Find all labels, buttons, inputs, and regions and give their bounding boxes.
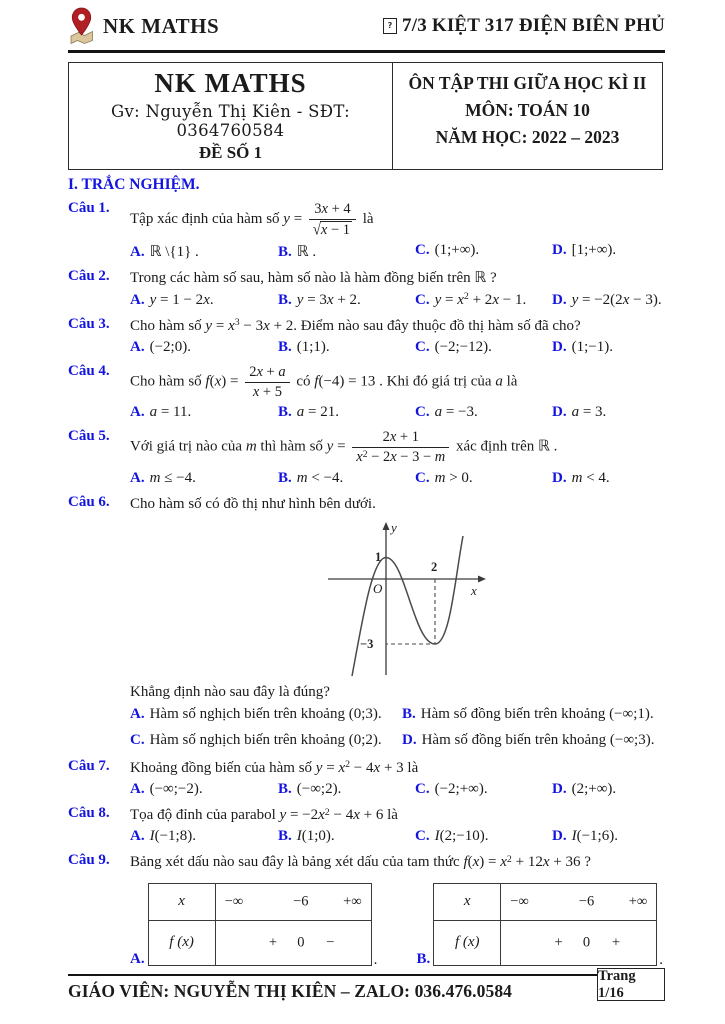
- option-c: C. Hàm số nghịch biến trên khoảng (0;2).: [130, 731, 382, 748]
- header-divider: [68, 50, 665, 53]
- question-8: [68, 805, 663, 845]
- question-stem: Khoảng đồng biến của hàm số $y = x^2 - 4x + 3$ là: [130, 759, 419, 776]
- options-row: [68, 404, 663, 421]
- option-c: C. (1;+∞).: [415, 242, 480, 259]
- option-b: B. a = 21.: [278, 404, 339, 421]
- page-footer: [68, 968, 665, 1008]
- x-axis-arrow: [478, 575, 486, 582]
- question-6: [68, 494, 663, 749]
- option-b: B. I(1;0).: [278, 828, 335, 845]
- question-stem: Trong các hàm số sau, hàm số nào là hàm đồng biến trên ℝ ?: [130, 270, 497, 287]
- option-c: C. a = −3.: [415, 404, 478, 421]
- tick-1: 1: [375, 549, 382, 564]
- option-b: B. y = 3x + 2.: [278, 291, 361, 308]
- option-a: A. (−2;0).: [130, 338, 191, 355]
- options-row: [68, 828, 663, 845]
- question-4: [68, 363, 663, 421]
- brand-name: NK MATHS: [103, 13, 220, 38]
- address: [383, 15, 665, 37]
- question-stem: Tọa độ đỉnh của parabol $y = -2x^2 - 4x + 6$ là: [130, 806, 398, 824]
- question-number: Câu 9.: [68, 852, 110, 869]
- option-c: C. m > 0.: [415, 469, 473, 486]
- curve: [352, 536, 463, 676]
- option-b: B. (−∞;2).: [278, 781, 342, 798]
- questions-area: [68, 200, 663, 966]
- option-d: D. (1;−1).: [552, 338, 613, 355]
- exam-title-line3: NĂM HỌC: 2022 – 2023: [435, 127, 620, 148]
- option-b-label: B.: [416, 950, 431, 967]
- table-fvar: f (x): [149, 921, 216, 965]
- option-c: C. I(2;−10).: [415, 828, 489, 845]
- question-number: Câu 1.: [68, 200, 110, 216]
- title-box-left: [69, 63, 392, 169]
- top-header: [0, 0, 725, 48]
- option-d: D. m < 4.: [552, 469, 610, 486]
- address-text: 7/3 KIỆT 317 ĐIỆN BIÊN PHỦ: [402, 15, 665, 36]
- footer-teacher: GIÁO VIÊN: NGUYỄN THỊ KIÊN – ZALO: 036.476.0584: [68, 981, 513, 1001]
- option-b: B. (1;1).: [278, 338, 330, 355]
- question-stem: Với giá trị nào của m thì hàm số y = $\frac{2x + 1}{x^2 - 2x - 3 - m}$ xác định trên ℝ .: [130, 429, 558, 465]
- option-a: A. y = 1 − 2x.: [130, 291, 214, 308]
- footer-divider: [68, 974, 598, 976]
- question-number: Câu 4.: [68, 362, 110, 379]
- option-c: C. $y = x^2 + 2x - 1$.: [415, 291, 527, 308]
- options-row: [68, 781, 663, 798]
- option-d: D. a = 3.: [552, 404, 607, 421]
- question-7: [68, 758, 663, 798]
- question-1: [68, 200, 663, 261]
- cubic-graph: [310, 518, 525, 678]
- y-axis-label: y: [391, 519, 397, 535]
- exam-title-line1: ÔN TẬP THI GIỮA HỌC KÌ II: [408, 73, 647, 93]
- question-number: Câu 2.: [68, 268, 110, 285]
- origin-label: O: [373, 580, 383, 596]
- table-var: x: [149, 884, 216, 920]
- tick-2: 2: [431, 559, 438, 574]
- sign-table-option-b: B. x −∞ −6 +∞ f (x) + 0 + .: [416, 883, 663, 966]
- question-stem: Cho hàm số $y = x^3 - 3x + 2$. Điểm nào sau đây thuộc đồ thị hàm số đã cho?: [130, 317, 581, 334]
- exam-title-line2: MÔN: TOÁN 10: [465, 100, 590, 121]
- question-number: Câu 5.: [68, 428, 110, 445]
- option-a: A. ℝ \{1} .: [130, 244, 199, 261]
- question-stem: Bảng xét dấu nào sau đây là bảng xét dấu của tam thức $f(x) = x^2 + 12x + 36$ ?: [130, 853, 591, 871]
- options-row: [68, 470, 663, 487]
- question-stem: Cho hàm số có đồ thị như hình bên dưới.: [130, 495, 376, 512]
- option-a: A. (−∞;−2).: [130, 781, 203, 798]
- school-title: NK MATHS: [154, 68, 307, 98]
- option-a: A. m ≤ −4.: [130, 469, 196, 486]
- y-axis-arrow: [383, 522, 390, 530]
- options-row: [68, 292, 663, 309]
- question-stem: Tập xác định của hàm số y = $\frac{3x + 4}{√x - 1}$ là: [130, 201, 374, 239]
- table-var: x: [434, 884, 501, 920]
- function-graph-figure: [310, 518, 663, 678]
- teacher-line: Gv: Nguyễn Thị Kiên - SĐT: 0364760584: [111, 102, 350, 140]
- question-3: [68, 316, 663, 356]
- question-9: [68, 852, 663, 968]
- question-number: Câu 8.: [68, 805, 110, 822]
- options-row: [68, 339, 663, 356]
- notdef-glyph-icon: ?: [383, 18, 397, 34]
- sign-table-option-a: A. x −∞ −6 +∞ f (x) + 0 − .: [130, 883, 377, 966]
- option-b: B. m < −4.: [278, 469, 344, 486]
- brand: [68, 7, 219, 45]
- option-d: D. (2;+∞).: [552, 781, 617, 798]
- sign-tables-row: [68, 883, 663, 966]
- question-2: [68, 268, 663, 308]
- dashed-guides: [386, 579, 435, 644]
- tick-neg3: −3: [360, 636, 374, 651]
- options-row: [68, 242, 663, 261]
- option-a: A. I(−1;8).: [130, 828, 196, 845]
- option-b: B. Hàm số đồng biến trên khoảng (−∞;1).: [402, 705, 654, 722]
- option-a: A. a = 11.: [130, 404, 192, 421]
- question-5: [68, 428, 663, 486]
- options-grid: [68, 706, 663, 749]
- question-prompt: Khẳng định nào sau đây là đúng?: [130, 683, 330, 700]
- option-d: D. y = −2(2x − 3).: [552, 291, 662, 308]
- question-number: Câu 7.: [68, 757, 110, 774]
- x-axis-label: x: [471, 582, 477, 598]
- sign-table: x −∞ −6 +∞ f (x) + 0 +: [433, 883, 657, 966]
- question-number: Câu 6.: [68, 493, 110, 510]
- option-c: C. (−2;+∞).: [415, 781, 488, 798]
- question-number: Câu 3.: [68, 315, 110, 332]
- sign-table: x −∞ −6 +∞ f (x) + 0 −: [148, 883, 372, 966]
- option-a-label: A.: [130, 950, 145, 967]
- map-pin-icon: [68, 7, 95, 45]
- option-b: B. ℝ .: [278, 244, 317, 261]
- page-number-box: Trang 1/16: [597, 968, 665, 1001]
- option-d: D. Hàm số đồng biến trên khoảng (−∞;3).: [402, 731, 655, 748]
- title-box: [68, 62, 663, 170]
- table-fvar: f (x): [434, 921, 501, 965]
- question-stem: Cho hàm số f(x) = $\frac{2x + a}{x + 5}$ có f(−4) = 13 . Khi đó giá trị của a là: [130, 363, 518, 400]
- option-d: D. [1;+∞).: [552, 242, 617, 259]
- title-box-right: [392, 63, 662, 169]
- option-c: C. (−2;−12).: [415, 338, 492, 355]
- option-a: A. Hàm số nghịch biến trên khoảng (0;3).: [130, 705, 382, 722]
- exam-code: ĐỀ SỐ 1: [198, 143, 263, 162]
- section-heading: I. TRẮC NGHIỆM.: [68, 176, 200, 193]
- option-d: D. I(−1;6).: [552, 828, 618, 845]
